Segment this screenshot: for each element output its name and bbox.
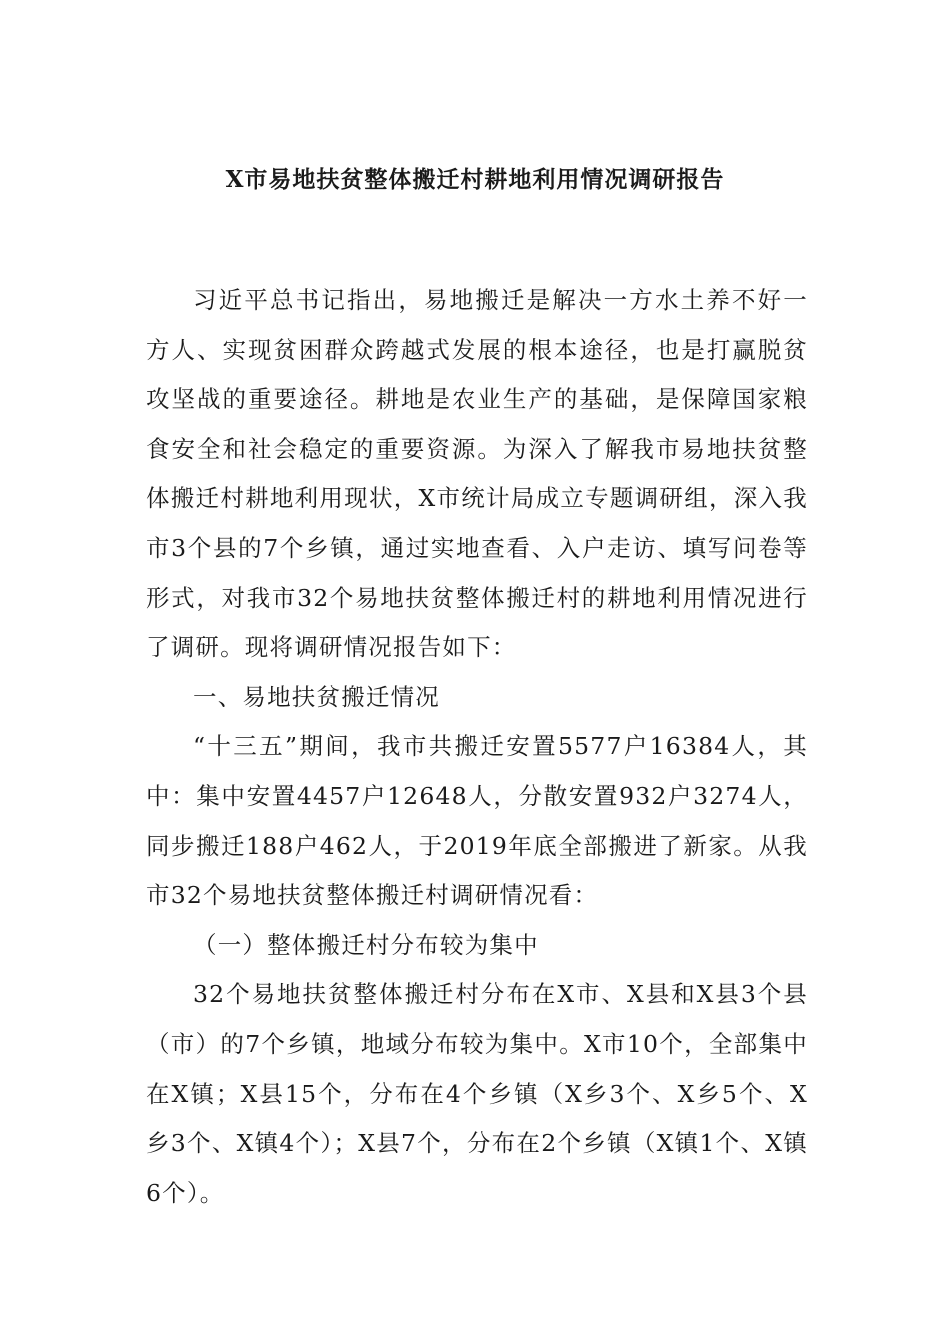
relocation-summary-paragraph: “十三五”期间，我市共搬迁安置5577户16384人，其中：集中安置4457户12648人，分散安置932户3274人，同步搬迁188户462人，于2019年底全部搬进了新家。从我市32个易地扶贫整体搬迁村调研情况看： (146, 732, 808, 910)
document-title: X市易地扶贫整体搬迁村耕地利用情况调研报告 (225, 166, 725, 193)
document-body (146, 276, 808, 1218)
distribution-paragraph: 32个易地扶贫整体搬迁村分布在X市、X县和X县3个县（市）的7个乡镇，地域分布较为集中。X市10个，全部集中在X镇；X县15个，分布在4个乡镇（X乡3个、X乡5个、X乡3个、X镇4个）；X县7个，分布在2个乡镇（X镇1个、X镇6个）。 (146, 980, 808, 1207)
subsection-heading-1: （一）整体搬迁村分布较为集中 (193, 930, 539, 959)
section-heading-1: 一、易地扶贫搬迁情况 (193, 682, 440, 711)
intro-paragraph: 习近平总书记指出，易地搬迁是解决一方水土养不好一方人、实现贫困群众跨越式发展的根本途径，也是打赢脱贫攻坚战的重要途径。耕地是农业生产的基础，是保障国家粮食安全和社会稳定的重要资源。为深入了解我市易地扶贫整体搬迁村耕地利用现状，X市统计局成立专题调研组，深入我市3个县的7个乡镇，通过实地查看、入户走访、填写问卷等形式，对我市32个易地扶贫整体搬迁村的耕地利用情况进行了调研。现将调研情况报告如下： (146, 286, 808, 662)
